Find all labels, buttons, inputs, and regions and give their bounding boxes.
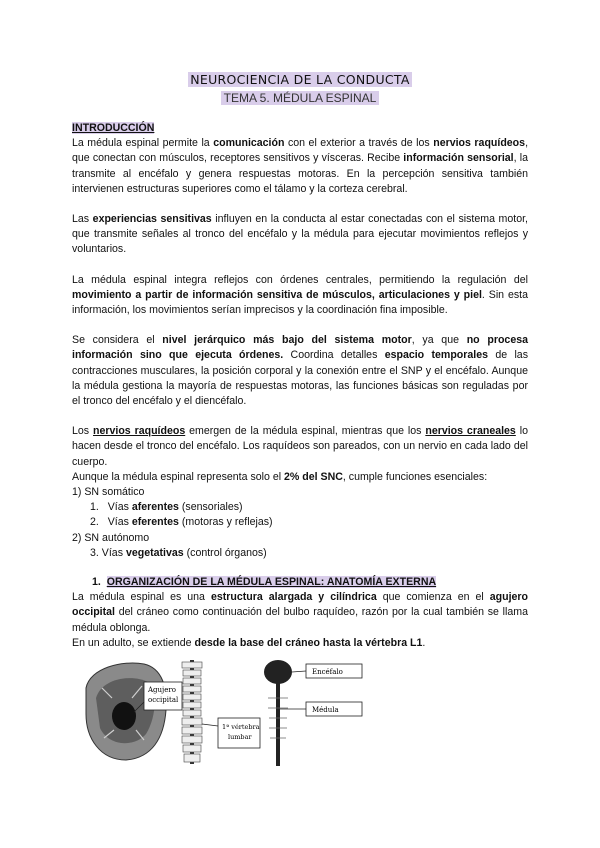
skull-base-illustration [86, 663, 182, 760]
intro-paragraph-5: Los nervios raquídeos emergen de la médula espinal, mientras que los nervios craneales lo hacen desde el tronco del encéfalo. Los raquídeos son pareados, con un nervio en cada lado del cuerpo. [72, 425, 528, 468]
vertebral-column-illustration [182, 660, 260, 764]
label-foramen-2: occipital [148, 696, 179, 704]
label-vertebra-2: lumbar [228, 733, 252, 741]
intro-heading: INTRODUCCIÓN [72, 122, 155, 134]
spinal-cord-figure [82, 658, 528, 768]
list-item: 1. Vías aferentes (sensoriales) [90, 501, 243, 514]
sn-autonomic-label: 2) SN autónomo [72, 531, 150, 544]
list-item: 3. Vías vegetativas (control órganos) [90, 546, 267, 559]
document-title: NEUROCIENCIA DE LA CONDUCTA [190, 72, 410, 87]
document-body [72, 121, 528, 651]
intro-paragraph-6: Aunque la médula espinal representa solo el 2% del SNC, cumple funciones esenciales: [72, 470, 488, 483]
document-subtitle: TEMA 5. MÉDULA ESPINAL [0, 91, 600, 105]
sn-autonomic-list [72, 546, 528, 561]
section-1-paragraph-2: En un adulto, se extiende desde la base del cráneo hasta la vértebra L1. [72, 636, 426, 649]
intro-paragraph-4: Se considera el nivel jerárquico más bajo del sistema motor, ya que no procesa información sino que ejecuta órdenes. Coordina detalles espacio temporales de las contracciones musculares, la posición corporal y la conexión entre el SNP y el encéfalo. Aunque la médula gestiona la mayoría de respuestas motoras, las funciones básicas son reguladas por el tronco del encéfalo y el diencéfalo. [72, 334, 528, 408]
sn-somatic-label: 1) SN somático [72, 486, 145, 499]
intro-paragraph-2: Las experiencias sensitivas influyen en la conducta al estar conectadas con el sistema motor, que transmite señales al tronco del encéfalo y la médula para ejecutar movimientos reflejos y voluntarios. [72, 213, 528, 256]
section-1-paragraph-1: La médula espinal es una estructura alargada y cilíndrica que comienza en el agujero occipital del cráneo como continuación del bulbo raquídeo, razón por la cual también se llama médula oblonga. [72, 591, 528, 634]
sn-somatic-list [72, 500, 528, 530]
brain-cord-illustration [264, 660, 362, 766]
label-brain: Encéfalo [312, 668, 343, 676]
section-1-heading: 1. ORGANIZACIÓN DE LA MÉDULA ESPINAL: ANATOMÍA EXTERNA [92, 576, 437, 589]
label-vertebra: 1ª vértebra [222, 723, 260, 731]
list-item: 2. Vías eferentes (motoras y reflejas) [90, 516, 273, 529]
label-cord: Médula [312, 706, 339, 714]
label-foramen: Agujero [148, 686, 176, 694]
intro-paragraph-3: La médula espinal integra reflejos con órdenes centrales, permitiendo la regulación del movimiento a partir de información sensitiva de músculos, articulaciones y piel. Sin esta información, los movimientos serían imprecisos y la coordinación fina imposible. [72, 273, 529, 317]
intro-paragraph-1: La médula espinal permite la comunicación con el exterior a través de los nervios raquídeos, que conectan con músculos, receptores sensitivos y vísceras. Recibe información sensorial, la transmite al encéfalo y genera respuestas motoras. En la percepción sensitiva también intervienen estructuras superiores como el tálamo y la corteza cerebral. [72, 137, 529, 195]
